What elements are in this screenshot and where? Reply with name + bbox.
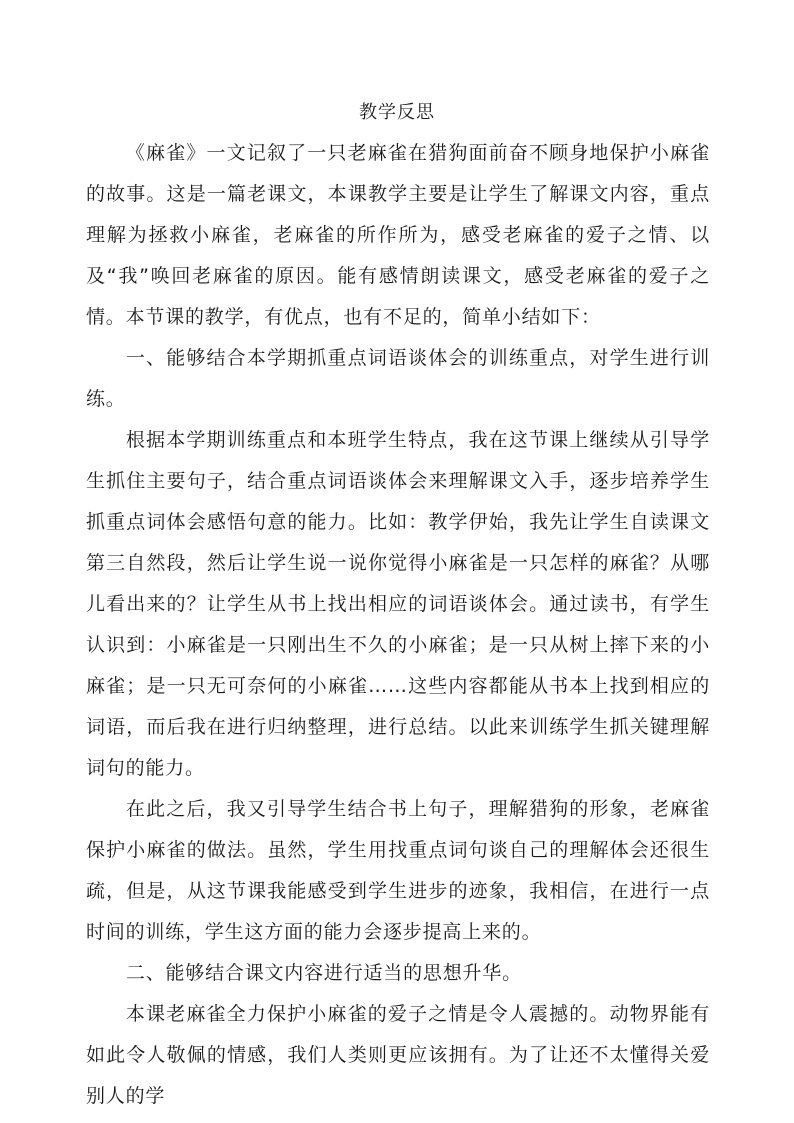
paragraph-emotion: 本课老麻雀全力保护小麻雀的爱子之情是令人震撼的。动物界能有如此令人敬佩的情感，我们人类则更应该拥有。为了让还不太懂得关爱别人的学 — [86, 1003, 710, 1107]
paragraph-training: 根据本学期训练重点和本班学生特点，我在这节课上继续从引导学生抓住主要句子，结合重点词语谈体会来理解课文入手，逐步培养学生抓重点词体会感悟句意的能力。比如：教学伊始，我先让学生自读课文第三自然段，然后让学生说一说你觉得小麻雀是一只怎样的麻雀？从哪儿看出来的？让学生从书上找出相应的词语谈体会。通过读书，有学生认识到：小麻雀是一只刚出生不久的小麻雀；是一只从树上摔下来的小麻雀；是一只无可奈何的小麻雀……这些内容都能从书本上找到相应的词语，而后我在进行归纳整理，进行总结。以此来训练学生抓关键理解词句的能力。 — [86, 429, 710, 779]
paragraph-after: 在此之后，我又引导学生结合书上句子，理解猎狗的形象，老麻雀保护小麻雀的做法。虽然，学生用找重点词句谈自己的理解体会还很生疏，但是，从这节课我能感受到学生进步的迹象，我相信，在进行一点时间的训练，学生这方面的能力会逐步提高上来的。 — [86, 798, 710, 943]
paragraph-heading-two: 二、能够结合课文内容进行适当的思想升华。 — [125, 962, 522, 984]
paragraph-intro: 《麻雀》一文记叙了一只老麻雀在猎狗面前奋不顾身地保护小麻雀的故事。这是一篇老课文，本课教学主要是让学生了解课文内容，重点理解为拯救小麻雀，老麻雀的所作所为，感受老麻雀的爱子之情、以及“我”唤回老麻雀的原因。能有感情朗读课文，感受老麻雀的爱子之情。本节课的教学，有优点，也有不足的，简单小结如下： — [86, 142, 710, 328]
document-body — [86, 133, 710, 1117]
document-title: 教学反思 — [359, 102, 435, 123]
paragraph-heading-one: 一、能够结合本学期抓重点词语谈体会的训练重点，对学生进行训练。 — [86, 347, 710, 410]
